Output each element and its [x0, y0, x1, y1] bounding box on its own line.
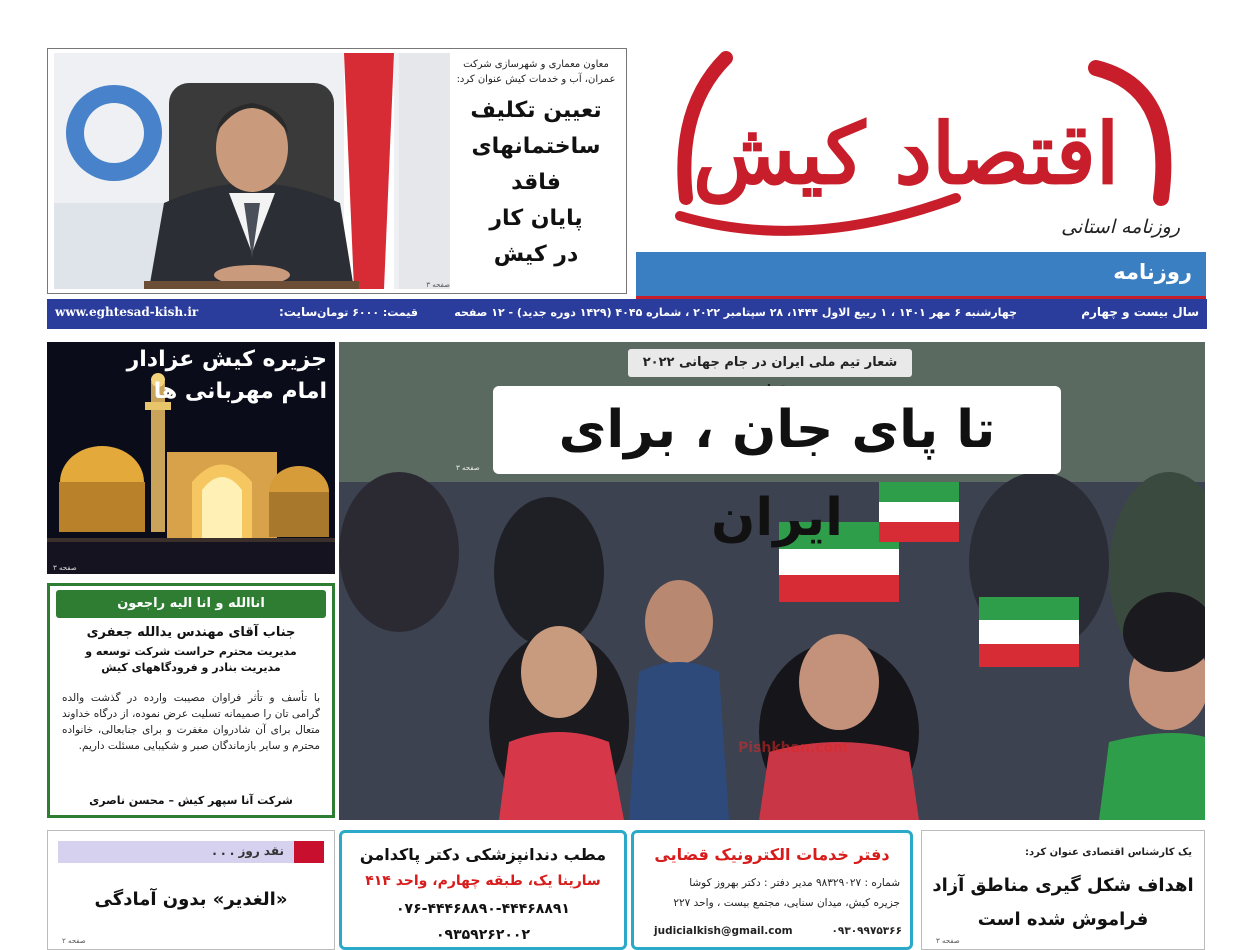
- masthead: [636, 40, 1210, 302]
- editorial-label: نقد روز . . .: [212, 844, 284, 858]
- top-story-text: [452, 57, 620, 273]
- shrine-title[interactable]: [107, 344, 327, 408]
- judicial-ad-title: دفتر خدمات الکترونیک قضایی: [654, 845, 890, 864]
- masthead-logo-text: اقتصاد کیش: [692, 104, 1120, 203]
- condolence-notice: [47, 583, 335, 818]
- condolence-body: با تأسف و تأثر فراوان مصیبت وارده در گذشت والده گرامی تان را صمیمانه تسلیت عرض نموده، از درگاه خداوند متعال برای آن شادروان مغفرت و برای جنابعالی، خانواده محترم و سایر بازماندگان صبر و شکیبایی مسئلت داریم.: [62, 692, 320, 752]
- condolence-header: اناالله و انا الیه راجعون: [56, 590, 326, 618]
- condolence-recipient: جناب آقای مهندس یدالله جعفری: [86, 625, 296, 640]
- shrine-title-line: امام مهربانی ها: [153, 379, 327, 404]
- judicial-services-ad: [631, 830, 913, 950]
- top-story-photo: [54, 53, 450, 289]
- shrine-title-line: جزیره کیش عزادار: [126, 347, 327, 372]
- top-story-title[interactable]: [452, 93, 620, 273]
- masthead-bar: [636, 252, 1206, 296]
- main-story-kicker: شعار تیم ملی ایران در جام جهانی ۲۰۲۲: [628, 349, 912, 377]
- masthead-daily-label: روزنامه: [1113, 260, 1192, 284]
- issue-date: چهارشنبه ۶ مهر ۱۴۰۱ ، ۱ ربیع الاول ۱۴۴۴، ۲۸ سپتامبر ۲۰۲۲ ، شماره ۴۰۴۵ (۱۴۲۹ دوره جدید) - ۱۲ صفحه: [454, 306, 1017, 319]
- judicial-ad-address: جزیره کیش، میدان سنایی، مجتمع بیست ، واحد ۲۲۷: [673, 897, 900, 909]
- dentist-ad-mobile: ۰۹۳۵۹۲۶۲۰۰۲: [436, 927, 530, 943]
- economy-story-kicker: یک کارشناس اقتصادی عنوان کرد:: [1025, 847, 1192, 858]
- editorial-badge-icon: [294, 841, 324, 863]
- economy-story-page-ref[interactable]: صفحه ۳: [936, 937, 960, 945]
- website-label: سایت:: [279, 305, 318, 319]
- dentist-ad-title: مطب دندانپزشکی دکتر پاکدامن: [359, 845, 607, 864]
- judicial-ad-number: شماره : ۹۸۳۲۹۰۲۷ مدیر دفتر : دکتر بهروز کوشا: [689, 877, 900, 889]
- editorial-page-ref[interactable]: صفحه ۲: [62, 937, 86, 945]
- masthead-subtitle: روزنامه استانی: [1061, 216, 1180, 238]
- editorial-title[interactable]: «الغدیر» بدون آمادگی: [94, 889, 288, 910]
- top-story-page-ref[interactable]: صفحه ۳: [426, 281, 450, 289]
- top-story-title-line: ساختمانهای فاقد: [471, 134, 601, 195]
- economy-story-title[interactable]: [932, 869, 1194, 937]
- top-story-kicker: معاون معماری و شهرسازی شرکت عمران، آب و خدمات کیش عنوان کرد:: [456, 59, 616, 85]
- shrine-story[interactable]: [47, 342, 335, 574]
- editorial-bar: [58, 841, 324, 863]
- condolence-signature: شرکت آنا سپهر کیش – محسن ناصری: [89, 794, 293, 807]
- top-story-title-line: تعیین تکلیف: [470, 98, 602, 123]
- top-story-title-line: پایان کار: [489, 206, 583, 231]
- top-story-title-line: در کیش: [493, 242, 579, 267]
- dentist-ad-address: سارینا یک، طبقه چهارم، واحد ۴۱۴: [365, 873, 601, 889]
- shrine-page-ref[interactable]: صفحه ۳: [53, 564, 77, 572]
- website-link[interactable]: www.eghtesad-kish.ir: [55, 305, 199, 319]
- main-story-page-ref[interactable]: صفحه ۳: [456, 464, 480, 472]
- dentist-ad: [339, 830, 627, 950]
- judicial-ad-email[interactable]: judicialkish@gmail.com: [654, 925, 793, 937]
- judicial-ad-mobile: ۰۹۳۰۹۹۷۵۳۶۶: [831, 925, 902, 937]
- issue-price: قیمت: ۶۰۰۰ تومان: [317, 306, 418, 319]
- economy-story-title-line: اهداف شکل گیری مناطق آزاد: [932, 875, 1194, 896]
- dentist-ad-phone: ۰۷۶-۴۴۴۶۸۸۹۰-۴۴۴۶۸۸۹۱: [396, 901, 570, 917]
- condolence-role: مدیریت محترم حراست شرکت توسعه و مدیریت بنادر و فرودگاههای کیش: [85, 645, 297, 674]
- economy-story[interactable]: [921, 830, 1205, 950]
- masthead-logo: [656, 48, 1186, 238]
- official-portrait-image: [54, 53, 450, 289]
- date-strip: [47, 299, 1207, 329]
- editorial-box[interactable]: [47, 830, 335, 950]
- economy-story-title-line: فراموش شده است: [977, 909, 1149, 930]
- watermark: Pishkhan.com: [738, 740, 848, 756]
- top-story[interactable]: [47, 48, 627, 294]
- main-story-headline[interactable]: تا پای جان ، برای ایران: [493, 386, 1061, 474]
- volume-year: سال بیست و چهارم: [1081, 305, 1199, 319]
